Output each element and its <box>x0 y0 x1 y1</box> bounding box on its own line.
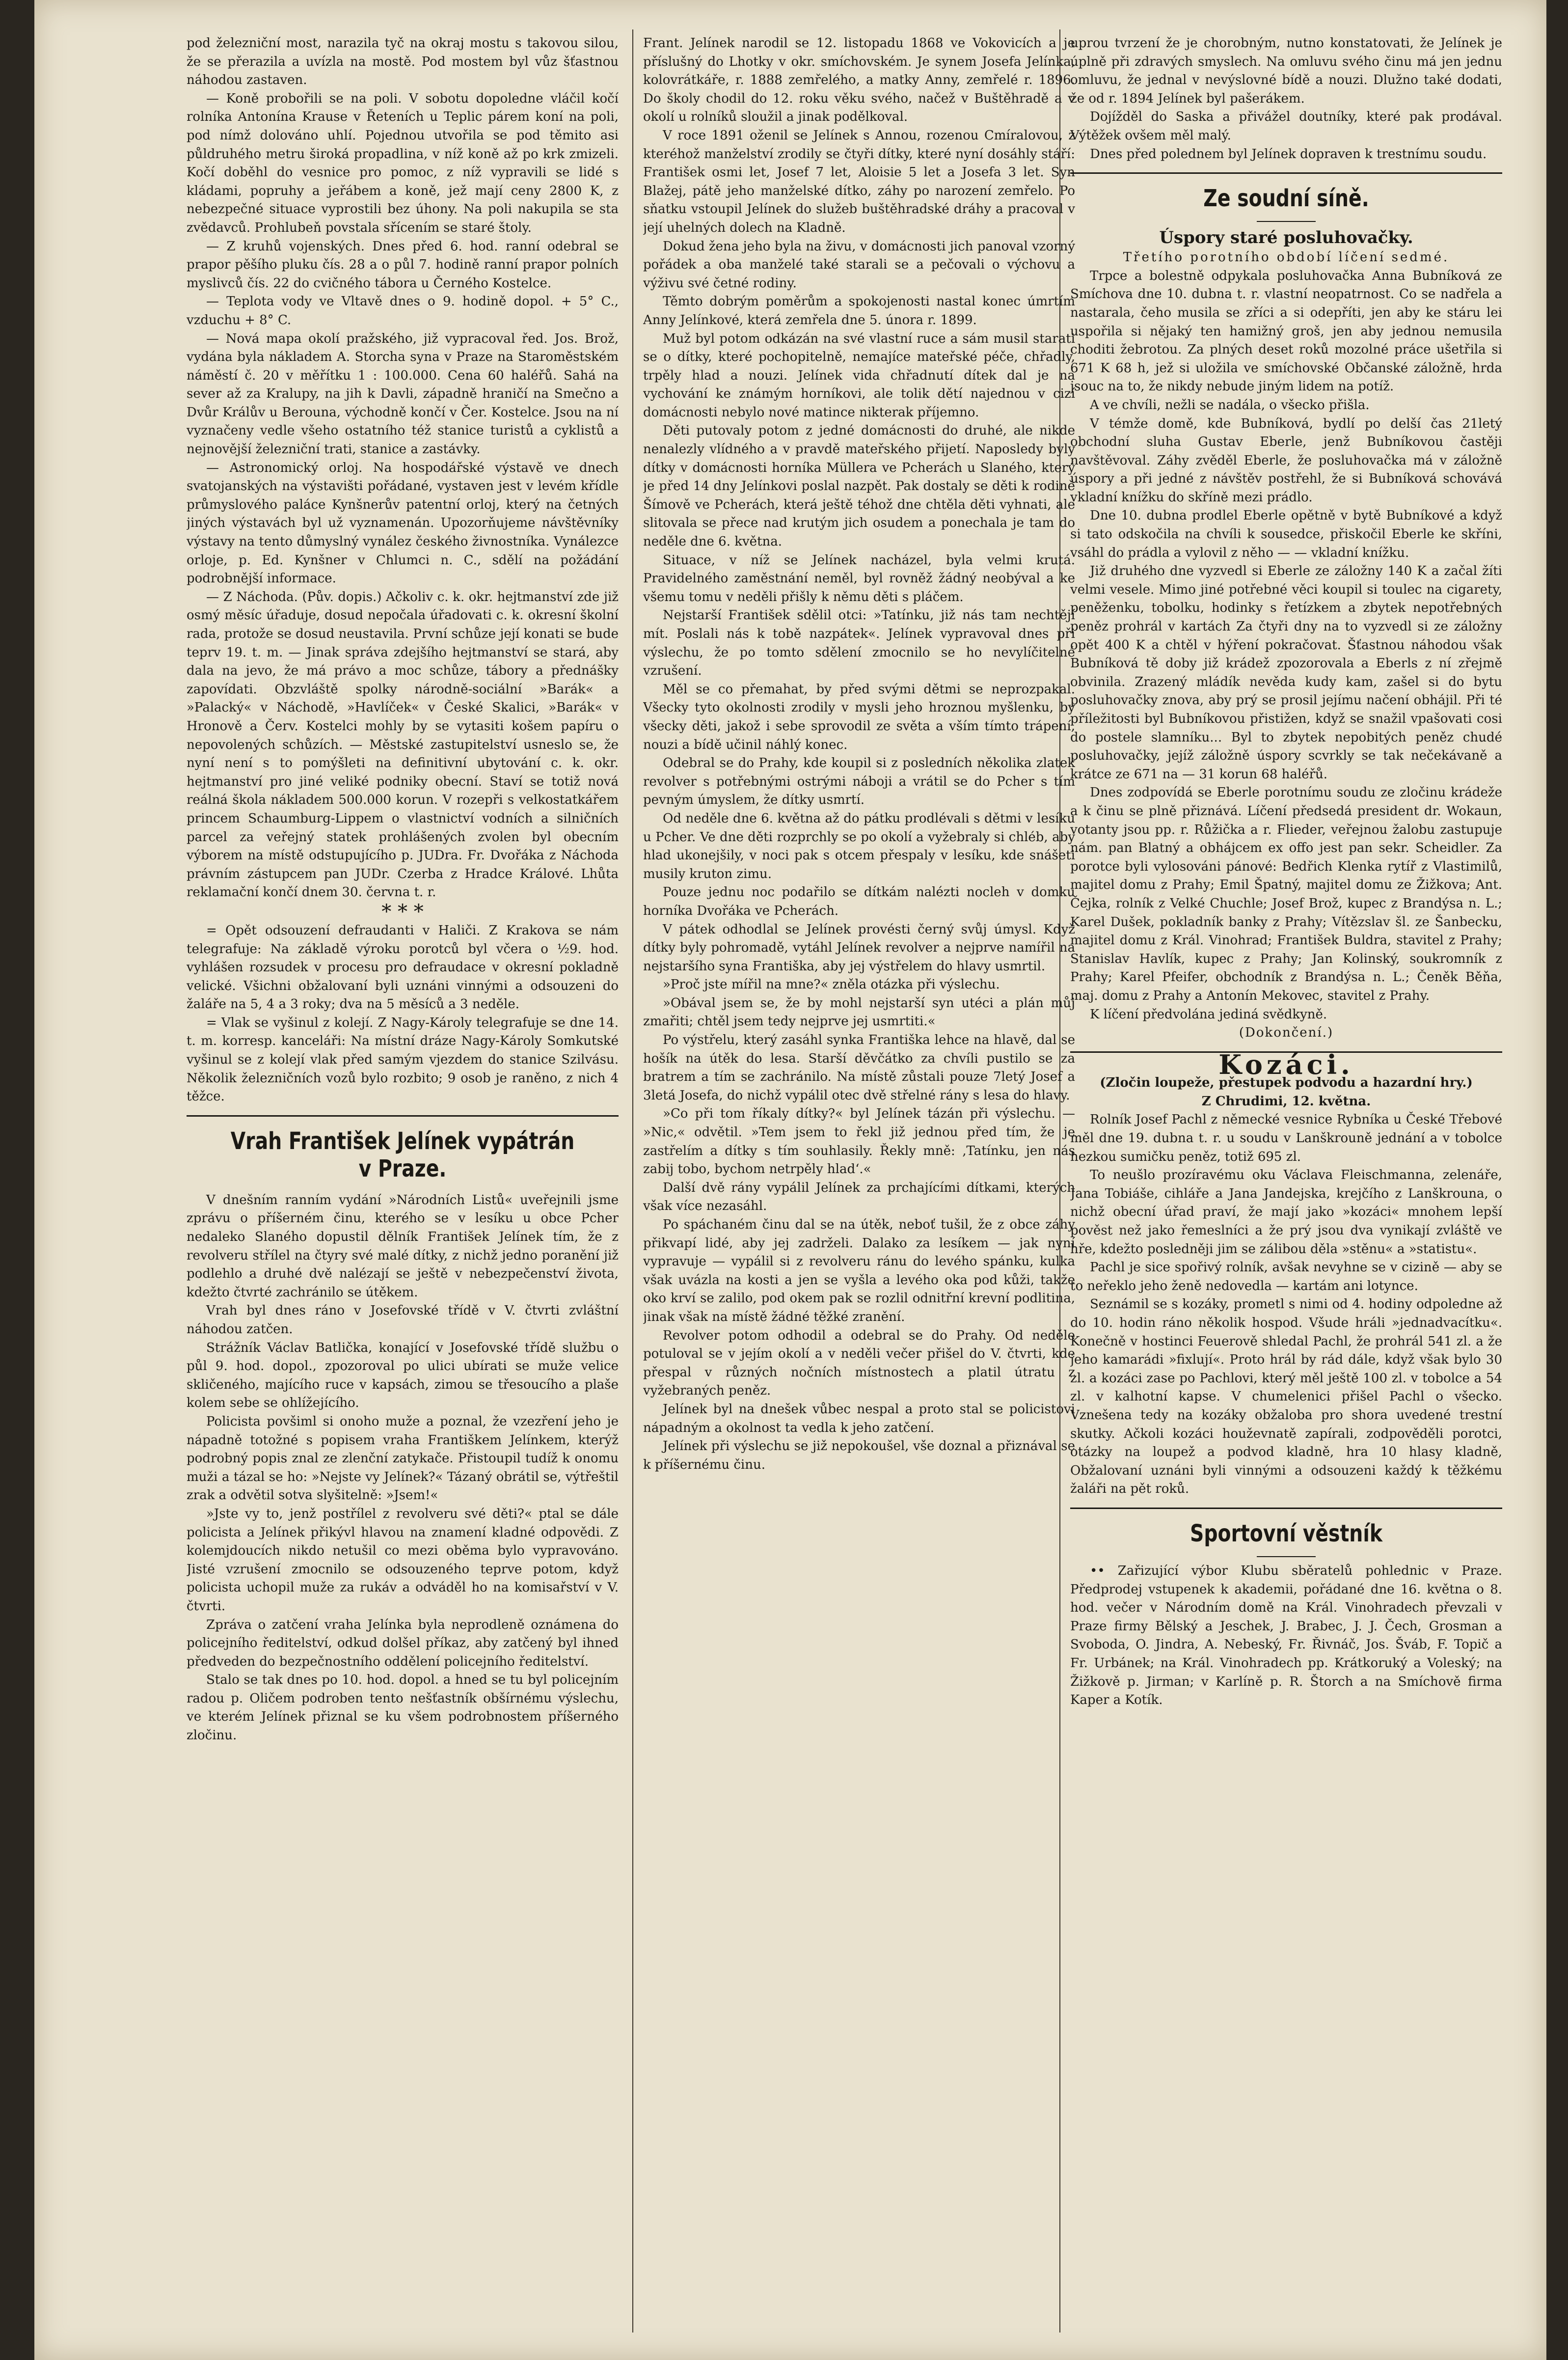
divider <box>187 1115 619 1117</box>
article-paragraph: K líčení předvolána jediná svědkyně. <box>1090 1007 1327 1022</box>
article-paragraph: Těmto dobrým poměrům a spokojenosti nastal konec úmrtím Anny Jelínkové, která zemřela dne 5. února r. 1899. <box>643 294 1075 328</box>
article-paragraph: V dnešním ranním vydání »Národních Listů« uveřejnili jsme zprávu o příšerném činu, kterého se v lesíku u obce Pcher nedaleko Slaného dopustil dělník František Jelínek tím, že z revolveru střílel na čtyry své malé dítky, z nichž jedno poranění již podlehlo a druhé dvě nalézají se ještě v nebezpečenství života, kdežto čtvrté zachránilo se útěkem. <box>187 1192 619 1300</box>
divider <box>1070 1508 1502 1509</box>
news-item: = Opět odsouzení defraudanti v Haliči. Z Krakova se nám telegrafuje: Na základě výroku porotců byl včera o ½9. hod. vyhlášen rozsudek v procesu pro defraudace v okresní pokladně velické. Všichni obžalovaní byli uznáni vinnými a odsouzeni do žaláře na 5, 4 a 3 roky; dva na 5 měsíců a 3 neděle. <box>187 923 619 1012</box>
paragraph: pod železniční most, narazila tyč na okraj mostu s takovou silou, že se přerazila a uvízla na mostě. Pod mostem byl vůz šťastnou náhodou zastaven. <box>187 36 619 88</box>
article-paragraph: Stalo se tak dnes po 10. hod. dopol. a hned se tu byl policejním radou p. Oličem podroben tento nešťastník obšírnému výslechu, ve kterém Jelínek přiznal se ku všem podrobnostem příšerného zločinu. <box>187 1673 619 1743</box>
article-paragraph: Dnes před polednem byl Jelínek dopraven k trestnímu soudu. <box>1090 146 1487 162</box>
article-paragraph: Revolver potom odhodil a odebral se do Prahy. Od neděle potuloval se v jejím okolí a v neděli večer přišel do V. čtvrti, kde přespal v různých nočních místnostech a platil útratu z vyžebraných peněz. <box>643 1328 1075 1399</box>
article-paragraph: »Jste vy to, jenž postřílel z revolveru své děti?« ptal se dále policista a Jelínek přikývl hlavou na znamení kladné odpovědi. Z kolemjdoucích nikdo netušil co mezi oběma bylo vypravováno. Jisté vzrušení zmocnilo se odsouzeného teprve potom, když policista uchopil muže za rukáv a odváděl ho na komisařství v V. čtvrti. <box>187 1506 619 1614</box>
article-paragraph: To neušlo prozíravému oku Václava Fleischmanna, zelenáře, Jana Tobiáše, cihláře a Jana Jandejska, krejčího z Lanškrouna, o nichž obecní úřad praví, že mají jako »kozáci« mnohem lepší pověst než jako řemeslníci a že prý jsou dva vynikají zvláště ve hře, kdežto posledněji jim se zálibou děla »stěnu« a »statistu«. <box>1070 1168 1502 1257</box>
article-paragraph: Děti putovaly potom z jedné domácnosti do druhé, ale nikde nenalezly vlídného a v pravdě mateřského přijetí. Naposledy byly dítky v domácnosti horníka Müllera ve Pcherách u Slaného, který je před 14 dny Jelínkovi poslal nazpět. Pak dostaly se děti k rodině Šímově ve Pcherách, která ještě téhož dne chtěla děti vyhnati, ale slitovala se přece nad krutým jich osudem a ponechala je tam do neděle dne 6. května. <box>643 423 1075 549</box>
article-paragraph: Zpráva o zatčení vraha Jelínka byla neprodleně oznámena do policejního ředitelství, odkud dolšel příkaz, aby zatčený byl ihned předveden do bezpečnostního oddělení policejního ředitelství. <box>187 1617 619 1669</box>
newspaper-page <box>34 0 1546 2360</box>
article-subtitle: Třetího porotního období líčení sedmé. <box>1123 250 1450 265</box>
article-paragraph: Rolník Josef Pachl z německé vesnice Rybníka u České Třebové měl dne 19. dubna t. r. u soudu v Lanškrouně jednání a v tobolce hezkou sumičku peněz, totiž 695 zl. <box>1070 1112 1502 1164</box>
news-item: — Astronomický orloj. Na hospodářské výstavě ve dnech svatojanských na výstavišti pořádané, vystaven jest v levém křídle průmyslového paláce Kynšnerův patentní orloj, který na četných jiných výstavách byl už vyznamenán. Upozorňujeme návštěvníky výstavy na tento důmyslný vynález českého živnostníka. Vynálezce orloje, p. Ed. Kynšner v Chlumci n. C., sdělí na požádání podrobnější informace. <box>187 460 619 586</box>
article-title: Kozáci. <box>1218 1048 1354 1080</box>
article-paragraph: Po výstřelu, který zasáhl synka Františka lehce na hlavě, dal se hošík na útěk do lesa. Starší děvčátko za chvíli pustilo se za bratrem a tím se zachránilo. Na místě zůstali pouze 7letý Josef a 3letá Josefa, do nichž vypálil otec dvě střelné rány s lesa do hlavy. <box>643 1033 1075 1103</box>
article-paragraph: Odebral se do Prahy, kde koupil si z posledních několika zlatek revolver s potřebnými ostrými náboji a vrátil se do Pcher s tím pevným úmyslem, že dítky usmrtí. <box>643 756 1075 808</box>
article-paragraph: Dokud žena jeho byla na živu, v domácnosti jich panoval vzorný pořádek a oba manželé také starali se a pečovali o výchovu a výživu své četné rodiny. <box>643 239 1075 291</box>
article-paragraph: Další dvě rány vypálil Jelínek za prchajícími dítkami, kterých však více nezasáhl. <box>643 1180 1075 1214</box>
article-paragraph: Situace, v níž se Jelínek nacházel, byla velmi krutá. Pravidelného zaměstnání neměl, byl rovněž žádný neobýval a ke všemu tomu v neděli přišly k němu děti s pláčem. <box>643 552 1075 604</box>
article-title: Úspory staré posluhovačky. <box>1159 228 1413 248</box>
divider <box>1257 221 1316 222</box>
article-paragraph: »Proč jste mířil na mne?« zněla otázka při výslechu. <box>663 977 1000 992</box>
article-paragraph: Muž byl potom odkázán na své vlastní ruce a sám musil starati se o dítky, které pochopitelně, nemajíce mateřské péče, chřadly, trpěly hlad a nouzi. Jelínek vida chřadnutí dítek dal je na vychování ke známým horníkovi, ale tolik dětí najednou v cizí domácnosti nebylo nové matince nikterak příjemno. <box>643 331 1075 420</box>
article-paragraph: Od neděle dne 6. května až do pátku prodlévali s dětmi v lesíku u Pcher. Ve dne děti rozprchly se po okolí a vyžebraly si chléb, aby hlad ukonejšily, v noci pak s otcem přespaly v lesíku, kde snášeti musily kruton zimu. <box>643 811 1075 881</box>
news-item: — Z Náchoda. (Pův. dopis.) Ačkoliv c. k. okr. hejtmanství zde již osmý měsíc úřaduje, dosud nepočala úřadovati c. k. okresní školní rada, protože se dosud neustavila. První schůze její konati se bude teprv 19. t. m. — Jinak správa zdejšího hejtmanství se stará, aby dala na jevo, že má právo a moc schůze, tábory a přednášky zapovídati. Obzvláště spolky národně-sociální »Barák« a »Palacký« v Náchodě, »Havlíček« v České Skalici, »Barák« v Hronově a Červ. Kostelci mohly by se vytasiti košem papíru o nepovolených schůzích. — Městské zastupitelství usneslo se, že nyní není s to pomýšleti na definitivní ubytování c. k. okr. hejtmanství pro jiné veliké podniky obecní. Staví se totiž nová reálná škola nákladem 500.000 korun. V rozepři s velkostatkářem princem Schaumburg-Lippem o vlastnictví vodních a silničních parcel za veřejný statek prohlášených zvolen byl obecním výborem na místě odstupujícího p. JUDra. Fr. Dvořáka z Náchoda právním zástupcem pan JUDr. Czerba z Hradce Králové. Lhůta reklamační končí dnem 30. června t. r. <box>187 589 619 900</box>
column-rule <box>632 29 633 2333</box>
article-paragraph: Seznámil se s kozáky, prometl s nimi od 4. hodiny odpoledne až do 10. hodin ráno několik hospod. Všude hráli »jednadvacítku«. Konečně v hostinci Feuerově shledal Pachl, že prohrál 541 zl. a že jeho kamarádi »fixlují«. Proto hrál by rád dále, když však bylo 30 zl. a kozáci zase po Pachlovi, který měl ještě 100 zl. v tobolce a 54 zl. v kalhotní kapse. V chumelenici přišel Pachl o všecko. Vznešena tedy na kozáky obžaloba pro shora uvedené trestní skutky. Ačkoli kozáci houževnatě zapírali, zodpověděli porotci, otázky na loupež a podvod kladně, hra 10 hlasy kladně, Obžalovaní uznáni byli vinnými a odsouzeni každý k těžkému žaláři na pět roků. <box>1070 1297 1502 1497</box>
article-paragraph: •• Zařizující výbor Klubu sběratelů pohlednic v Praze. Předprodej vstupenek k akademii, pořádané dne 16. května o 8. hod. večer v Národním domě na Král. Vinohradech převzali v Praze firmy Bělský a Jeschek, J. Brabec, J. J. Čech, Grosman a Svoboda, O. Jindra, A. Nebeský, Fr. Řivnáč, Jos. Šváb, F. Topič a Fr. Urbánek; na Král. Vinohradech pp. Krátkoruký a Voleský; na Žižkově p. Jirman; v Karlíně p. R. Štorch a na Smíchově firma Kaper a Kotík. <box>1070 1563 1502 1708</box>
section-header-sport: Sportovní věstník <box>1190 1519 1382 1547</box>
article-paragraph: »Co při tom říkaly dítky?« byl Jelínek tázán při výslechu. — »Nic,« odvětil. »Tem jsem to řekl již jednou před tím, že je zastřelím a dítky s tím souhlasily. Řekly mně: ‚Tatínku, jen nás zabij tobo, bychom netrpěly hlad‘.« <box>643 1106 1075 1177</box>
article-paragraph: Jelínek byl na dnešek vůbec nespal a proto stal se policistovi nápadným a okolnost ta vedla k jeho zatčení. <box>643 1401 1075 1435</box>
article-paragraph: A ve chvíli, nežli se nadála, o všecko přišla. <box>1090 397 1370 412</box>
news-item: = Vlak se vyšinul z kolejí. Z Nagy-Károly telegrafuje se dne 14. t. m. korresp. kanceláři: Na místní dráze Nagy-Károly Somkutské vyšinul se z kolejí vlak před samým vjezdem do stanice Szilvásu. Několik železničních vozů bylo rozbito; 9 osob je raněno, z nich 4 těžce. <box>187 1015 619 1104</box>
news-item: — Nová mapa okolí pražského, již vypracoval řed. Jos. Brož, vydána byla nákladem A. Storcha syna v Praze na Staroměstském náměstí č. 20 v měřítku 1 : 100.000. Cena 60 haléřů. Sahá na sever až za Kralupy, na jih k Davli, západně hraničí na Smečno a Dvůr Králův u Berouna, východně končí v Čer. Kostelce. Jsou na ní vyznačeny vedle všeho ostatního též stanice turistů a cyklistů a nejnovější železniční trati, stanice a zastávky. <box>187 331 619 457</box>
divider <box>1257 1556 1316 1557</box>
section-divider: * * * <box>381 900 424 923</box>
column-middle <box>643 34 1075 2318</box>
divider <box>1070 172 1502 174</box>
article-paragraph: Nejstarší František sdělil otci: »Tatínku, již nás tam nechtějí mít. Poslali nás k tobě nazpátek«. Jelínek vypravoval dnes při výslechu, že po tomto sdělení zmocnilo se ho nevylíčitelné vzrušení. <box>643 608 1075 679</box>
article-paragraph: Měl se co přemahat, by před svými dětmi se neprozpakal. Všecky tyto okolnosti zrodily v mysli jeho hroznou myšlenku, by všecky děti, jakož i sebe sprovodil ze světa a vším tímto trápení, nouzi a bídě učinil náhlý konec. <box>643 682 1075 752</box>
article-paragraph: Dnes zodpovídá se Eberle porotnímu soudu ze zločinu krádeže a k činu se plně přiznává. Líčení předsedá president dr. Wokaun, votanty jsou pp. r. Růžička a r. Flieder, veřejnou žalobu zastupuje nám. pan Blatný a obhájcem ex offo jest pan sekr. Scheidler. Za porotce byli vylosováni pánové: Bedřich Klenka rytíř z Vlastimilů, majitel domu z Prahy; Emil Špatný, majitel domu ze Žižkova; Ant. Čejka, rolník z Velké Chuchle; Josef Brož, kupec z Brandýsa n. L.; Karel Dušek, pokladník banky z Prahy; Vítězslav šl. ze Šanbecku, majitel domu z Král. Vinohrad; František Buldra, stavitel z Prahy; Stanislav Havlík, kupec z Prahy; Jan Kolinský, soukromník z Prahy; Karel Pfeifer, obchodník z Brandýsa n. L.; Čeněk Běňa, maj. domu z Prahy a Antonín Mekovec, stavitel z Prahy. <box>1070 785 1502 1003</box>
column-left <box>187 34 619 2318</box>
article-paragraph: Po spáchaném činu dal se na útěk, neboť tušil, že z obce záhy přikvapí lidé, aby jej zadrželi. Dalako za lesíkem — jak nyní vypravuje — vypálil si z revolveru ránu do levého spánku, kulka však uvázla na kosti a jen se vyšla a levého oka pod kůži, takže oko krví se zalilo, pod okem pak se rozlil odnitřní krevní podlitina, jinak však na místě žádné těžké zranění. <box>643 1217 1075 1324</box>
continuation-note: (Dokončení.) <box>1239 1025 1334 1041</box>
article-paragraph: Strážník Václav Batlička, konající v Josefovské třídě službu o půl 9. hod. dopol., zpozoroval po ulici ubírati se muže velice skličeného, majícího ruce v kapsách, zimou se třesoucího a plaše kolem sebe se ohlížejícího. <box>187 1340 619 1411</box>
article-paragraph: V pátek odhodlal se Jelínek provésti černý svůj úmysl. Když dítky byly pohromadě, vytáhl Jelínek revolver a nejprve namířil na nejstaršího syna Františka, aby jej výstřelem do hlavy usmrtil. <box>643 922 1075 974</box>
article-paragraph: Pachl je sice spořivý rolník, avšak nevyhne se v cizině — aby se to neřeklo jeho ženě nedovedla — kartám ani lotynce. <box>1070 1260 1502 1293</box>
article-paragraph: Již druhého dne vyzvedl si Eberle ze záložny 140 K a začal žíti velmi vesele. Mimo jiné potřebné věci koupil si toulec na cigarety, peněženku, tobolku, hodinky s řetízkem a zbytek nepotřebných peněz prohrál v kartách Za čtyři dny na to vyzvedl si ze záložny opět 400 K a chtěl v hýření pokračovat. Šťastnou náhodou však Bubníková tě doby již krádež zpozorovala a Eberls z ní zřejmě obvinila. Zrazený mládík nevěda kudy kam, zašel si do bytu posluhovačky znova, aby prý se prosil jejímu načení obhájil. Při té příležitosti byl Bubníkovou přistižen, když se snažil vpašovati cosi do postele slamníku... Byl to zbytek nepobitých peněz chudé posluhovačky, jejíž záložně úspory scvrkly se tak nečekávaně a krátce ze 671 na — 31 korun 68 haléřů. <box>1070 564 1502 782</box>
article-paragraph: Vrah byl dnes ráno v Josefovské třídě v V. čtvrti zvláštní náhodou zatčen. <box>187 1303 619 1337</box>
news-item: — Z kruhů vojenských. Dnes před 6. hod. ranní odebral se prapor pěšího pluku čís. 28 a o půl 7. hodině ranní prapor polních myslivců čís. 22 do cvičného tábora u Černého Kostelce. <box>187 239 619 291</box>
article-paragraph: Jelínek při výslechu se již nepokoušel, vše doznal a přiznával se k příšernému činu. <box>643 1439 1075 1472</box>
article-paragraph: Frant. Jelínek narodil se 12. listopadu 1868 ve Vokovicích a je příslušný do Lhotky v okr. smíchovském. Je synem Josefa Jelínka, kolovrátkáře, r. 1888 zemřelého, a matky Anny, zemřelé r. 1896. Do školy chodil do 12. roku věku svého, načež v Buštěhradě a v okolí u rolníků sloužil a jinak podělkoval. <box>643 36 1075 125</box>
column-right <box>1070 34 1502 2318</box>
article-paragraph: Pouze jednu noc podařilo se dítkám nalézti nocleh v domku horníka Dvořáka ve Pcherách. <box>643 885 1075 918</box>
article-paragraph: uprou tvrzení že je chorobným, nutno konstatovati, že Jelínek je úplně při zdravých smyslech. Na omluvu svého činu má jen jednu omluvu, že jednal v nevýslovné bídě a nouzi. Dlužno také dodati, že od r. 1894 Jelínek byl pašerákem. <box>1070 36 1502 106</box>
article-paragraph: Policista povšiml si onoho muže a poznal, že vzezření jeho je nápadně totožné s popisem vraha Františkem Jelínkem, kterýž podrobný popis znal ze zlenční zatykače. Přistoupil tudíž k onomu muži a tázal se ho: »Nejste vy Jelínek?« Tázaný obrátil se, výtřeštil zrak a odvětil sotva slyšitelně: »Jsem!« <box>187 1414 619 1503</box>
article-paragraph: Dojížděl do Saska a přivážel doutníky, které pak prodával. Výtěžek ovšem měl malý. <box>1070 110 1502 143</box>
news-item: — Teplota vody ve Vltavě dnes o 9. hodině dopol. + 5° C., vzduchu + 8° C. <box>187 294 619 328</box>
dateline: Z Chrudimi, 12. května. <box>1201 1094 1371 1109</box>
section-header-court: Ze soudní síně. <box>1203 185 1369 213</box>
article-paragraph: Trpce a bolestně odpykala posluhovačka Anna Bubníková ze Smíchova dne 10. dubna t. r. vlastní neopatrnost. Co se nadřela a nastarala, čeho musila se zříci a si odepříti, jen aby ke stáru lei uspořila si nějaký ten hamižný groš, jen aby jednou nemusila choditi žebrotou. Za plných deset roků mozolné práce ušetřila si 671 K 68 h, jež si uložila ve smíchovské Občanské záložně, hrda jsouc na to, že nikdy nebude jiným lidem na potíž. <box>1070 268 1502 394</box>
article-headline: Vrah František Jelínek vypátrán v Praze. <box>230 1127 575 1182</box>
article-paragraph: V roce 1891 oženil se Jelínek s Annou, rozenou Cmíralovou, z kteréhož manželství zrodily se čtyři dítky, které nyní dosáhly stáří: František osmi let, Josef 7 let, Aloisie 5 let a Josefa 3 let. Syn Blažej, pátě jeho manželské dítko, záhy po narození zemřelo. Po sňatku vstoupil Jelínek do služeb buštěhradské dráhy a pracoval v její uhelných dolech na Kladně. <box>643 128 1075 235</box>
article-subtitle: (Zločin loupeže, přestupek podvodu a hazardní hry.) <box>1100 1075 1473 1091</box>
article-paragraph: Dne 10. dubna prodlel Eberle opětně v bytě Bubníkové a když si tato odskočila na chvíli k sousedce, přiskočil Eberle ke skříni, vsáhl do prádla a vylovil z něho — — vkladní knížku. <box>1070 508 1502 560</box>
article-paragraph: V témže domě, kde Bubníková, bydlí po delší čas 21letý obchodní sluha Gustav Eberle, jenž Bubníkovou častěji navštěvoval. Záhy zvěděl Eberle, že posluhovačka má v záložně úspory a při jedné z návštěv postřehl, že si Bubníková schovává vkladní knížku do skříně mezi prádlo. <box>1070 416 1502 505</box>
news-item: — Koně probořili se na poli. V sobotu dopoledne vláčil kočí rolníka Antonína Krause v Řeteních u Teplic párem koní na poli, pod nímž dolováno uhlí. Pojednou utvořila se pod těmito asi půldruhého metru široká propadlina, v níž koně až po krk zmizeli. Kočí doběhl do vesnice pro pomoc, z níž vypravili se lidé s kládami, popruhy a jeřábem a koně, jež mají ceny 2800 K, z nebezpečné situace vyprostili bez úhony. Na poli nakupila se sta zvědavců. Prohlubeň povstala sřícením se staré štoly. <box>187 91 619 235</box>
article-paragraph: »Obával jsem se, že by mohl nejstarší syn utéci a plán můj zmařiti; chtěl jsem tedy nejprve jej usmrtiti.« <box>643 995 1075 1029</box>
